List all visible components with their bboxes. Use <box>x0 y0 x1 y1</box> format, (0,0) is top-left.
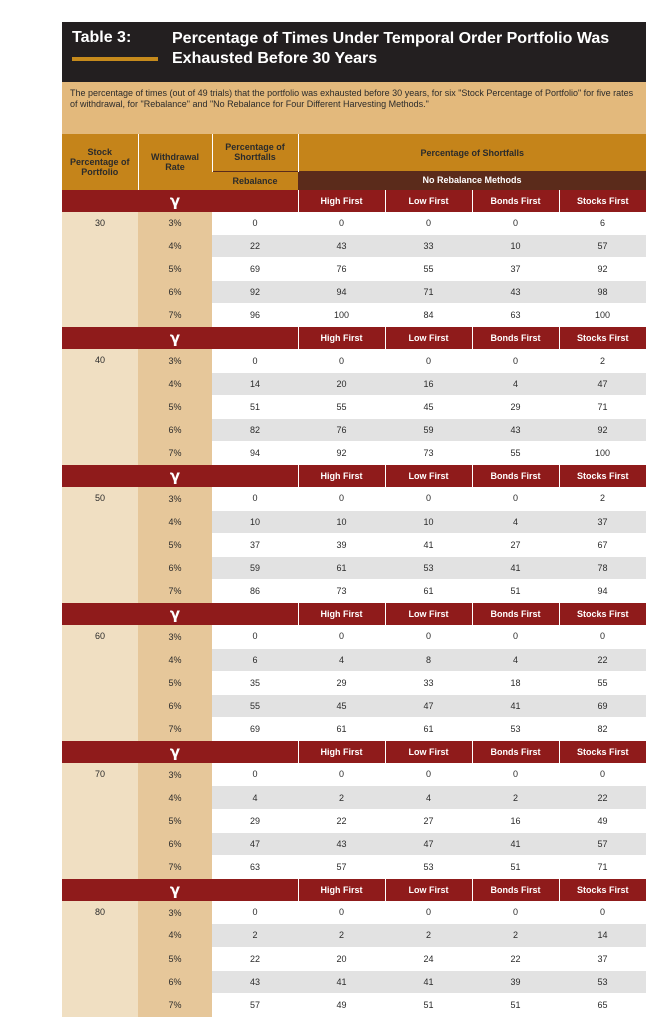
band-empty-cell <box>212 327 298 350</box>
band-empty-cell <box>212 465 298 488</box>
withdrawal-rate-cell: 3% <box>138 349 212 372</box>
table-body <box>62 190 646 1017</box>
bonds-first-cell: 41 <box>472 694 559 717</box>
table-row <box>62 648 646 671</box>
stocks-first-cell: 67 <box>559 533 646 556</box>
high-first-cell: 76 <box>298 257 385 280</box>
withdrawal-rate-cell: 5% <box>138 671 212 694</box>
table-row <box>62 234 646 257</box>
low-first-cell: 59 <box>385 419 472 442</box>
band-col-label: Stocks First <box>559 603 646 626</box>
bonds-first-cell: 0 <box>472 763 559 786</box>
method-header-band <box>62 190 646 212</box>
stock-percentage-cell: 70 <box>62 763 138 878</box>
table-row <box>62 257 646 280</box>
rebalance-cell: 4 <box>212 786 298 809</box>
stocks-first-cell: 37 <box>559 510 646 533</box>
band-empty-cell <box>212 190 298 212</box>
rebalance-cell: 0 <box>212 763 298 786</box>
withdrawal-rate-cell: 5% <box>138 809 212 832</box>
rebalance-cell: 96 <box>212 304 298 327</box>
low-first-cell: 61 <box>385 580 472 603</box>
bonds-first-cell: 43 <box>472 419 559 442</box>
stocks-first-cell: 6 <box>559 212 646 235</box>
gamma-symbol: γ <box>138 603 212 626</box>
rebalance-cell: 14 <box>212 372 298 395</box>
band-col-label: Bonds First <box>472 465 559 488</box>
stocks-first-cell: 49 <box>559 809 646 832</box>
band-col-label: High First <box>298 327 385 350</box>
low-first-cell: 47 <box>385 694 472 717</box>
shortfall-table <box>62 134 646 1017</box>
high-first-cell: 41 <box>298 970 385 993</box>
stocks-first-cell: 22 <box>559 786 646 809</box>
table-row <box>62 487 646 510</box>
table-row <box>62 395 646 418</box>
low-first-cell: 10 <box>385 510 472 533</box>
low-first-cell: 53 <box>385 556 472 579</box>
withdrawal-rate-cell: 4% <box>138 786 212 809</box>
low-first-cell: 47 <box>385 832 472 855</box>
high-first-cell: 49 <box>298 993 385 1016</box>
band-col-label: Bonds First <box>472 327 559 350</box>
band-empty-cell <box>62 879 138 902</box>
table-row <box>62 970 646 993</box>
table-row <box>62 510 646 533</box>
low-first-cell: 0 <box>385 625 472 648</box>
rebalance-cell: 69 <box>212 718 298 741</box>
band-col-label: Low First <box>385 879 472 902</box>
bonds-first-cell: 55 <box>472 442 559 465</box>
withdrawal-rate-cell: 7% <box>138 580 212 603</box>
rebalance-cell: 0 <box>212 212 298 235</box>
stock-percentage-cell: 40 <box>62 349 138 464</box>
low-first-cell: 16 <box>385 372 472 395</box>
low-first-cell: 33 <box>385 234 472 257</box>
bonds-first-cell: 0 <box>472 349 559 372</box>
bonds-first-cell: 0 <box>472 901 559 924</box>
withdrawal-rate-cell: 7% <box>138 304 212 327</box>
title-underline <box>72 57 158 61</box>
low-first-cell: 51 <box>385 993 472 1016</box>
table-row <box>62 556 646 579</box>
band-col-label: Stocks First <box>559 190 646 212</box>
header-rebalance: Rebalance <box>212 171 298 190</box>
withdrawal-rate-cell: 4% <box>138 510 212 533</box>
rebalance-cell: 10 <box>212 510 298 533</box>
withdrawal-rate-cell: 7% <box>138 993 212 1016</box>
bonds-first-cell: 27 <box>472 533 559 556</box>
table-row <box>62 372 646 395</box>
gamma-symbol: γ <box>138 190 212 212</box>
method-header-band <box>62 879 646 902</box>
bonds-first-cell: 51 <box>472 856 559 879</box>
bonds-first-cell: 0 <box>472 625 559 648</box>
low-first-cell: 71 <box>385 281 472 304</box>
table-row <box>62 442 646 465</box>
rebalance-cell: 43 <box>212 970 298 993</box>
high-first-cell: 0 <box>298 763 385 786</box>
rebalance-cell: 82 <box>212 419 298 442</box>
band-empty-cell <box>62 465 138 488</box>
band-col-label: High First <box>298 465 385 488</box>
bonds-first-cell: 41 <box>472 556 559 579</box>
rebalance-cell: 29 <box>212 809 298 832</box>
withdrawal-rate-cell: 6% <box>138 419 212 442</box>
header-percentage-shortfalls-rebalance: Percentage of Shortfalls <box>212 134 298 171</box>
table-row <box>62 419 646 442</box>
table-row <box>62 924 646 947</box>
band-empty-cell <box>62 741 138 764</box>
rebalance-cell: 69 <box>212 257 298 280</box>
band-empty-cell <box>212 741 298 764</box>
rebalance-cell: 0 <box>212 901 298 924</box>
band-col-label: Bonds First <box>472 741 559 764</box>
high-first-cell: 29 <box>298 671 385 694</box>
band-col-label: Bonds First <box>472 190 559 212</box>
rebalance-cell: 94 <box>212 442 298 465</box>
header-percentage-shortfalls: Percentage of Shortfalls <box>298 134 646 171</box>
gamma-symbol: γ <box>138 327 212 350</box>
table-row <box>62 856 646 879</box>
withdrawal-rate-cell: 5% <box>138 947 212 970</box>
low-first-cell: 0 <box>385 349 472 372</box>
band-empty-cell <box>212 879 298 902</box>
low-first-cell: 55 <box>385 257 472 280</box>
rebalance-cell: 0 <box>212 625 298 648</box>
method-header-band <box>62 465 646 488</box>
table-row <box>62 212 646 235</box>
band-empty-cell <box>62 190 138 212</box>
withdrawal-rate-cell: 3% <box>138 487 212 510</box>
stocks-first-cell: 92 <box>559 257 646 280</box>
band-col-label: Bonds First <box>472 879 559 902</box>
method-header-band <box>62 603 646 626</box>
bonds-first-cell: 4 <box>472 372 559 395</box>
high-first-cell: 45 <box>298 694 385 717</box>
high-first-cell: 0 <box>298 487 385 510</box>
bonds-first-cell: 2 <box>472 924 559 947</box>
bonds-first-cell: 0 <box>472 487 559 510</box>
withdrawal-rate-cell: 5% <box>138 533 212 556</box>
bonds-first-cell: 29 <box>472 395 559 418</box>
rebalance-cell: 55 <box>212 694 298 717</box>
band-col-label: Stocks First <box>559 879 646 902</box>
table-title: Percentage of Times Under Temporal Order Portfolio Was Exhausted Before 30 Years <box>172 30 610 67</box>
high-first-cell: 61 <box>298 556 385 579</box>
stocks-first-cell: 0 <box>559 763 646 786</box>
band-empty-cell <box>62 327 138 350</box>
rebalance-cell: 57 <box>212 993 298 1016</box>
high-first-cell: 22 <box>298 809 385 832</box>
rebalance-cell: 22 <box>212 947 298 970</box>
stocks-first-cell: 22 <box>559 648 646 671</box>
rebalance-cell: 37 <box>212 533 298 556</box>
stock-percentage-cell: 30 <box>62 212 138 327</box>
rebalance-cell: 63 <box>212 856 298 879</box>
high-first-cell: 57 <box>298 856 385 879</box>
band-col-label: Low First <box>385 465 472 488</box>
low-first-cell: 4 <box>385 786 472 809</box>
header-withdrawal-rate: Withdrawal Rate <box>138 134 212 190</box>
high-first-cell: 0 <box>298 212 385 235</box>
header-stock-percentage: Stock Percentage of Portfolio <box>62 134 138 190</box>
table-row <box>62 671 646 694</box>
rebalance-cell: 51 <box>212 395 298 418</box>
band-col-label: Stocks First <box>559 465 646 488</box>
withdrawal-rate-cell: 3% <box>138 625 212 648</box>
bonds-first-cell: 0 <box>472 212 559 235</box>
high-first-cell: 92 <box>298 442 385 465</box>
low-first-cell: 0 <box>385 763 472 786</box>
bonds-first-cell: 10 <box>472 234 559 257</box>
band-col-label: High First <box>298 741 385 764</box>
table-row <box>62 786 646 809</box>
bonds-first-cell: 37 <box>472 257 559 280</box>
table-row <box>62 718 646 741</box>
high-first-cell: 2 <box>298 786 385 809</box>
low-first-cell: 0 <box>385 212 472 235</box>
stocks-first-cell: 82 <box>559 718 646 741</box>
high-first-cell: 10 <box>298 510 385 533</box>
bonds-first-cell: 43 <box>472 281 559 304</box>
bonds-first-cell: 41 <box>472 832 559 855</box>
rebalance-cell: 86 <box>212 580 298 603</box>
stocks-first-cell: 57 <box>559 832 646 855</box>
stock-percentage-cell: 60 <box>62 625 138 740</box>
table-row <box>62 763 646 786</box>
gamma-symbol: γ <box>138 879 212 902</box>
gamma-symbol: γ <box>138 465 212 488</box>
table-row <box>62 694 646 717</box>
table-row <box>62 625 646 648</box>
bonds-first-cell: 4 <box>472 648 559 671</box>
rebalance-cell: 6 <box>212 648 298 671</box>
stocks-first-cell: 100 <box>559 442 646 465</box>
rebalance-cell: 47 <box>212 832 298 855</box>
bonds-first-cell: 51 <box>472 993 559 1016</box>
low-first-cell: 53 <box>385 856 472 879</box>
low-first-cell: 2 <box>385 924 472 947</box>
high-first-cell: 55 <box>298 395 385 418</box>
withdrawal-rate-cell: 5% <box>138 395 212 418</box>
stocks-first-cell: 47 <box>559 372 646 395</box>
low-first-cell: 45 <box>385 395 472 418</box>
low-first-cell: 41 <box>385 533 472 556</box>
bonds-first-cell: 39 <box>472 970 559 993</box>
high-first-cell: 61 <box>298 718 385 741</box>
band-col-label: Low First <box>385 603 472 626</box>
method-header-band <box>62 327 646 350</box>
bonds-first-cell: 22 <box>472 947 559 970</box>
withdrawal-rate-cell: 6% <box>138 556 212 579</box>
table-number: Table 3: <box>72 29 132 46</box>
high-first-cell: 0 <box>298 349 385 372</box>
band-col-label: Stocks First <box>559 327 646 350</box>
withdrawal-rate-cell: 3% <box>138 763 212 786</box>
low-first-cell: 0 <box>385 487 472 510</box>
stocks-first-cell: 69 <box>559 694 646 717</box>
low-first-cell: 27 <box>385 809 472 832</box>
title-bar <box>62 22 646 82</box>
band-col-label: High First <box>298 879 385 902</box>
table-row <box>62 281 646 304</box>
bonds-first-cell: 51 <box>472 580 559 603</box>
stocks-first-cell: 94 <box>559 580 646 603</box>
low-first-cell: 84 <box>385 304 472 327</box>
stocks-first-cell: 100 <box>559 304 646 327</box>
withdrawal-rate-cell: 7% <box>138 442 212 465</box>
withdrawal-rate-cell: 4% <box>138 234 212 257</box>
high-first-cell: 0 <box>298 901 385 924</box>
high-first-cell: 20 <box>298 372 385 395</box>
stocks-first-cell: 78 <box>559 556 646 579</box>
stocks-first-cell: 2 <box>559 487 646 510</box>
stock-percentage-cell: 50 <box>62 487 138 602</box>
low-first-cell: 8 <box>385 648 472 671</box>
table-caption: The percentage of times (out of 49 trials) that the portfolio was exhausted before 30 years, for six "Stock Percentage of Portfolio" for five rates of withdrawal, for "Rebalance" and "No Rebalance for Four Different Harvesting Methods." <box>62 82 646 134</box>
method-header-band <box>62 741 646 764</box>
stocks-first-cell: 98 <box>559 281 646 304</box>
low-first-cell: 73 <box>385 442 472 465</box>
table-container <box>62 22 646 1017</box>
rebalance-cell: 22 <box>212 234 298 257</box>
band-col-label: Low First <box>385 190 472 212</box>
high-first-cell: 100 <box>298 304 385 327</box>
high-first-cell: 76 <box>298 419 385 442</box>
table-row <box>62 349 646 372</box>
low-first-cell: 0 <box>385 901 472 924</box>
band-col-label: Stocks First <box>559 741 646 764</box>
stocks-first-cell: 65 <box>559 993 646 1016</box>
rebalance-cell: 0 <box>212 487 298 510</box>
band-empty-cell <box>212 603 298 626</box>
withdrawal-rate-cell: 5% <box>138 257 212 280</box>
band-col-label: Low First <box>385 327 472 350</box>
withdrawal-rate-cell: 7% <box>138 856 212 879</box>
gamma-symbol: γ <box>138 741 212 764</box>
rebalance-cell: 59 <box>212 556 298 579</box>
withdrawal-rate-cell: 7% <box>138 718 212 741</box>
table-row <box>62 993 646 1016</box>
table-row <box>62 580 646 603</box>
bonds-first-cell: 63 <box>472 304 559 327</box>
band-empty-cell <box>62 603 138 626</box>
withdrawal-rate-cell: 4% <box>138 924 212 947</box>
high-first-cell: 2 <box>298 924 385 947</box>
withdrawal-rate-cell: 6% <box>138 970 212 993</box>
band-col-label: High First <box>298 603 385 626</box>
stocks-first-cell: 92 <box>559 419 646 442</box>
low-first-cell: 41 <box>385 970 472 993</box>
rebalance-cell: 0 <box>212 349 298 372</box>
stocks-first-cell: 2 <box>559 349 646 372</box>
high-first-cell: 94 <box>298 281 385 304</box>
table-row <box>62 304 646 327</box>
rebalance-cell: 35 <box>212 671 298 694</box>
stocks-first-cell: 55 <box>559 671 646 694</box>
high-first-cell: 73 <box>298 580 385 603</box>
stocks-first-cell: 37 <box>559 947 646 970</box>
high-first-cell: 39 <box>298 533 385 556</box>
low-first-cell: 24 <box>385 947 472 970</box>
high-first-cell: 0 <box>298 625 385 648</box>
stock-percentage-cell: 80 <box>62 901 138 1016</box>
bonds-first-cell: 18 <box>472 671 559 694</box>
high-first-cell: 43 <box>298 234 385 257</box>
bonds-first-cell: 2 <box>472 786 559 809</box>
stocks-first-cell: 14 <box>559 924 646 947</box>
rebalance-cell: 2 <box>212 924 298 947</box>
withdrawal-rate-cell: 6% <box>138 694 212 717</box>
withdrawal-rate-cell: 4% <box>138 372 212 395</box>
band-col-label: Low First <box>385 741 472 764</box>
withdrawal-rate-cell: 3% <box>138 901 212 924</box>
stocks-first-cell: 71 <box>559 395 646 418</box>
table-row <box>62 809 646 832</box>
bonds-first-cell: 16 <box>472 809 559 832</box>
table-row <box>62 947 646 970</box>
bonds-first-cell: 4 <box>472 510 559 533</box>
table-row <box>62 901 646 924</box>
rebalance-cell: 92 <box>212 281 298 304</box>
stocks-first-cell: 57 <box>559 234 646 257</box>
low-first-cell: 33 <box>385 671 472 694</box>
stocks-first-cell: 0 <box>559 625 646 648</box>
stocks-first-cell: 0 <box>559 901 646 924</box>
stocks-first-cell: 53 <box>559 970 646 993</box>
table-row <box>62 832 646 855</box>
stocks-first-cell: 71 <box>559 856 646 879</box>
high-first-cell: 20 <box>298 947 385 970</box>
header-no-rebalance-methods: No Rebalance Methods <box>298 171 646 190</box>
table-row <box>62 533 646 556</box>
withdrawal-rate-cell: 4% <box>138 648 212 671</box>
withdrawal-rate-cell: 6% <box>138 832 212 855</box>
low-first-cell: 61 <box>385 718 472 741</box>
band-col-label: High First <box>298 190 385 212</box>
high-first-cell: 43 <box>298 832 385 855</box>
band-col-label: Bonds First <box>472 603 559 626</box>
withdrawal-rate-cell: 6% <box>138 281 212 304</box>
high-first-cell: 4 <box>298 648 385 671</box>
withdrawal-rate-cell: 3% <box>138 212 212 235</box>
bonds-first-cell: 53 <box>472 718 559 741</box>
